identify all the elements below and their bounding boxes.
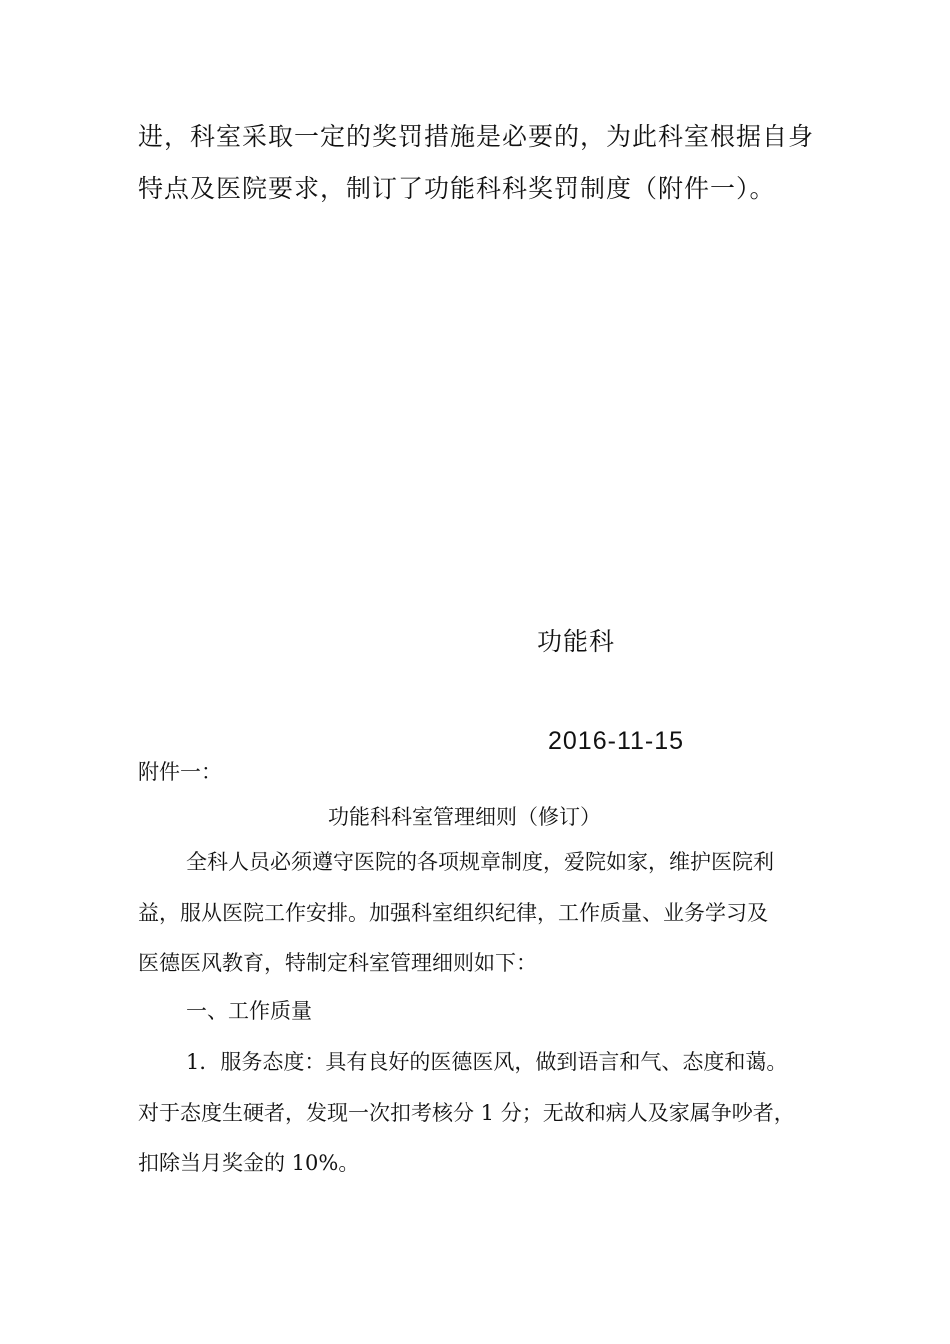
attachment-title: 功能科科室管理细则（修订）	[328, 805, 601, 829]
paragraph-1-line-1: 全科人员必须遵守医院的各项规章制度，爱院如家，维护医院利	[186, 850, 774, 874]
item-1-line-1: 1．服务态度：具有良好的医德医风，做到语言和气、态度和蔼。	[186, 1050, 788, 1074]
signature-date: 2016-11-15	[548, 727, 685, 755]
item-1-line-3: 扣除当月奖金的 10%。	[138, 1151, 360, 1175]
paragraph-1-line-3: 医德医风教育，特制定科室管理细则如下：	[138, 951, 537, 975]
intro-line-1: 进，科室采取一定的奖罚措施是必要的，为此科室根据自身	[138, 122, 815, 151]
section-heading-1: 一、工作质量	[186, 999, 312, 1023]
item-1-line-2: 对于态度生硬者，发现一次扣考核分 1 分；无故和病人及家属争吵者，	[138, 1101, 795, 1125]
paragraph-1-line-2: 益，服从医院工作安排。加强科室组织纪律，工作质量、业务学习及	[138, 901, 768, 925]
signature-department: 功能科	[537, 627, 616, 656]
attachment-label: 附件一：	[138, 760, 222, 784]
intro-line-2: 特点及医院要求，制订了功能科科奖罚制度（附件一）。	[138, 174, 776, 203]
